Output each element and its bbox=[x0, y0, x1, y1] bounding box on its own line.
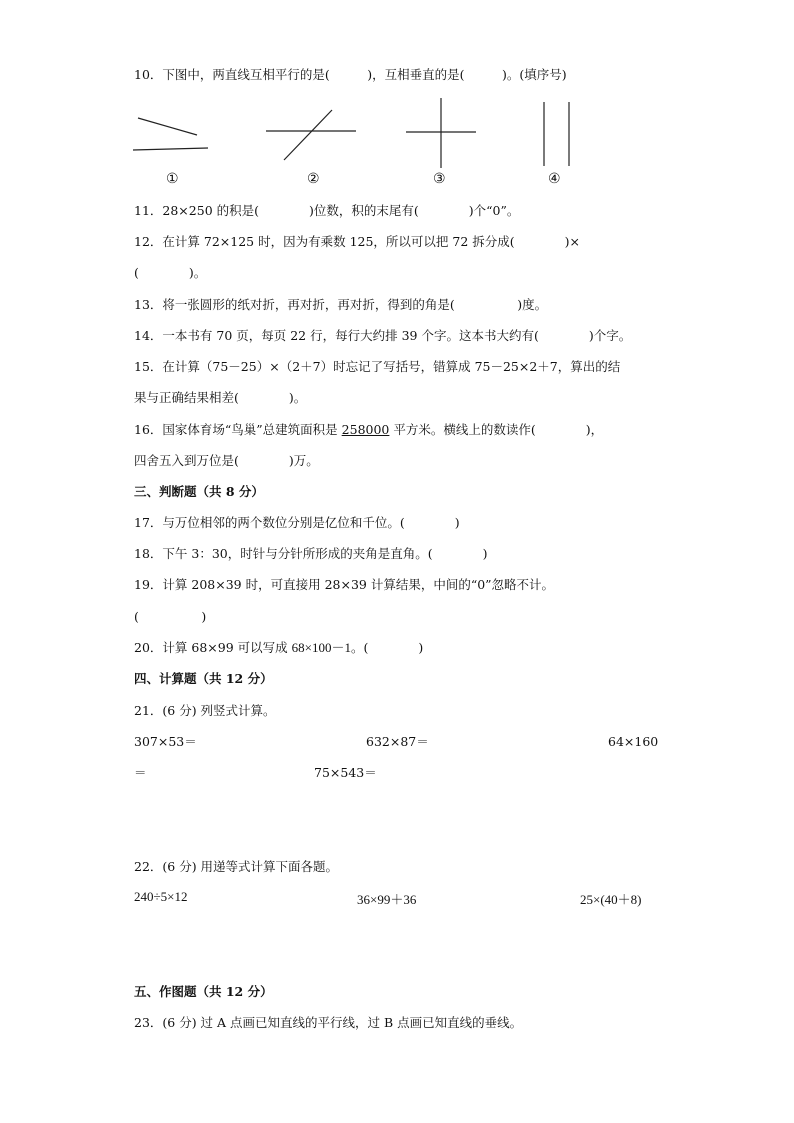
calc-22-a: 240÷5×12 bbox=[134, 889, 188, 904]
section-5-heading: 五、作图题（共 12 分） bbox=[134, 984, 273, 999]
line-figures bbox=[0, 0, 794, 200]
question-23: 23．(6 分) 过 A 点画已知直线的平行线，过 B 点画已知直线的垂线。 bbox=[134, 1015, 523, 1030]
question-17: 17．与万位相邻的两个数位分别是亿位和千位。( ) bbox=[134, 515, 460, 530]
question-19-line-2: ( ) bbox=[134, 609, 207, 624]
question-16-pre: 16．国家体育场“鸟巢”总建筑面积是 bbox=[134, 422, 342, 437]
question-19-line-1: 19．计算 208×39 时，可直接用 28×39 计算结果，中间的“0”忽略不计。 bbox=[134, 577, 555, 592]
section-3-heading: 三、判断题（共 8 分） bbox=[134, 484, 264, 499]
figure-1-line-b bbox=[133, 148, 208, 150]
question-16-line-1 bbox=[134, 422, 603, 438]
calc-22-b: 36×99＋36 bbox=[357, 892, 417, 907]
figure-2 bbox=[266, 110, 356, 160]
section-4-heading: 四、计算题（共 12 分） bbox=[134, 671, 273, 686]
question-14: 14．一本书有 70 页，每页 22 行，每行大约排 39 个字。这本书大约有( )个字。 bbox=[134, 328, 632, 343]
question-18: 18．下午 3：30，时针与分针所形成的夹角是直角。( ) bbox=[134, 546, 488, 561]
figure-label-4: ④ bbox=[548, 171, 561, 187]
question-15-line-2: 果与正确结果相差( )。 bbox=[134, 390, 307, 405]
figure-label-2: ② bbox=[307, 171, 320, 187]
question-12-line-1: 12．在计算 72×125 时，因为有乘数 125，所以可以把 72 拆分成( )× bbox=[134, 234, 581, 249]
figure-3 bbox=[406, 98, 476, 168]
figure-2-line-b bbox=[284, 110, 332, 160]
figure-label-3: ③ bbox=[433, 171, 446, 187]
question-13: 13．将一张圆形的纸对折，再对折，再对折，得到的角是( )度。 bbox=[134, 297, 548, 312]
calc-21-c: 64×160 bbox=[608, 734, 659, 749]
calc-22-c: 25×(40＋8) bbox=[580, 892, 642, 907]
calc-21-d: 75×543＝ bbox=[314, 765, 377, 780]
question-20-formula: 68×100－1 bbox=[291, 640, 351, 655]
underlined-number: 258000 bbox=[341, 422, 390, 437]
figure-1-line-a bbox=[138, 118, 197, 135]
question-10: 10．下图中，两直线互相平行的是( )，互相垂直的是( )。(填序号) bbox=[134, 67, 567, 82]
calc-21-a: 307×53＝ bbox=[134, 734, 197, 749]
calc-21-c-equals: ＝ bbox=[134, 765, 147, 780]
figure-1 bbox=[133, 118, 208, 150]
question-16-line-2: 四舍五入到万位是( )万。 bbox=[134, 453, 319, 468]
question-16-post: 平方米。横线上的数读作( )， bbox=[389, 422, 604, 437]
question-21-title: 21．(6 分) 列竖式计算。 bbox=[134, 703, 276, 718]
question-20 bbox=[134, 640, 423, 656]
figure-label-1: ① bbox=[166, 171, 179, 187]
figure-4 bbox=[544, 102, 569, 166]
calc-21-b: 632×87＝ bbox=[366, 734, 429, 749]
question-12-line-2: ( )。 bbox=[134, 265, 207, 280]
question-20-pre: 20．计算 68×99 可以写成 bbox=[134, 640, 292, 655]
question-11: 11．28×250 的积是( )位数，积的末尾有( )个“0”。 bbox=[134, 203, 520, 218]
question-22-title: 22．(6 分) 用递等式计算下面各题。 bbox=[134, 859, 339, 874]
question-15-line-1: 15．在计算（75－25）×（2＋7）时忘记了写括号，错算成 75－25×2＋7，算出的结 bbox=[134, 359, 621, 374]
question-20-post: 。( ) bbox=[350, 640, 424, 655]
